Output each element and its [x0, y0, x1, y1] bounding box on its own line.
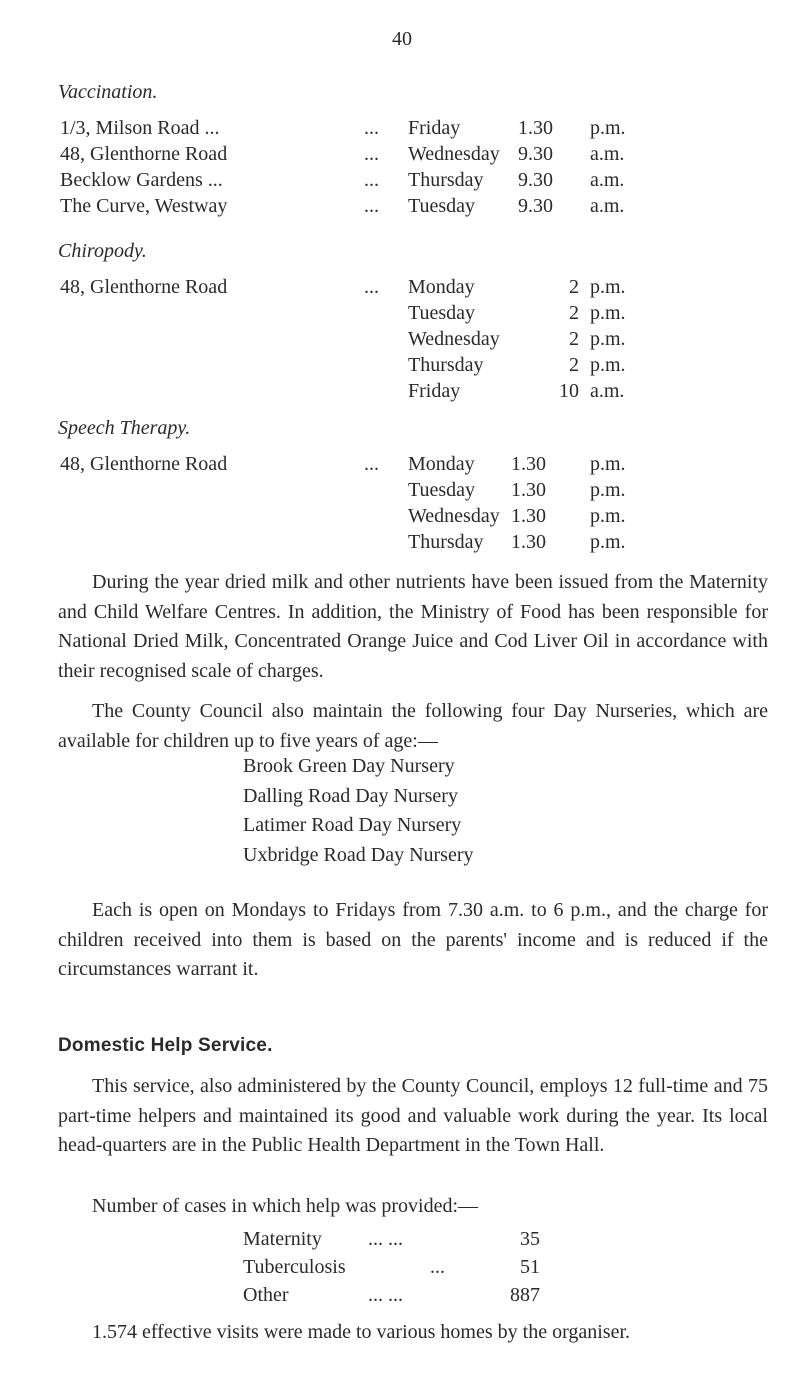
case-value: 35: [520, 1228, 540, 1250]
time: 9.30: [518, 143, 553, 165]
day: Tuesday: [408, 195, 476, 217]
vaccination-heading: Vaccination.: [58, 81, 158, 103]
day: Thursday: [408, 354, 484, 376]
table-row: [0, 276, 800, 302]
list-item: Brook Green Day Nursery: [243, 755, 455, 777]
nurseries-list: [243, 752, 474, 870]
table-row: [0, 354, 800, 380]
leader-dots: ...: [364, 195, 379, 217]
day: Friday: [408, 117, 461, 139]
table-row: [0, 453, 800, 479]
table-row: [0, 505, 800, 531]
visits-paragraph: 1.574 effective visits were made to various homes by the organiser.: [92, 1321, 631, 1343]
day: Wednesday: [408, 505, 500, 527]
list-item: Uxbridge Road Day Nursery: [243, 843, 474, 866]
day: Tuesday: [408, 302, 476, 324]
page-number: 40: [392, 28, 412, 50]
case-label: Other: [243, 1284, 289, 1306]
case-value: 51: [520, 1256, 540, 1278]
place: Becklow Gardens ...: [60, 169, 223, 191]
day: Monday: [408, 276, 475, 298]
ampm: p.m.: [590, 479, 626, 501]
time: 10: [559, 380, 579, 402]
time: 1.30: [511, 505, 546, 527]
ampm: a.m.: [590, 380, 625, 402]
open-paragraph-block: [58, 896, 768, 985]
day: Thursday: [408, 531, 484, 553]
time: 1.30: [511, 531, 546, 553]
case-value: 887: [510, 1284, 540, 1306]
domestic-help-paragraph-block: [58, 1072, 768, 1161]
leader-dots: ...: [364, 169, 379, 191]
place: 48, Glenthorne Road: [60, 143, 228, 165]
ampm: a.m.: [590, 195, 625, 217]
leader-dots: ...: [364, 276, 379, 298]
table-row: [0, 531, 800, 557]
list-item: Dalling Road Day Nursery: [243, 784, 458, 807]
nurseries-paragraph-block: [58, 697, 768, 756]
time: 2: [569, 302, 579, 324]
leader-dots: ...: [364, 453, 379, 475]
day: Friday: [408, 380, 461, 402]
ampm: p.m.: [590, 505, 626, 527]
table-row: [0, 143, 800, 169]
day: Wednesday: [408, 143, 500, 165]
cases-intro: Number of cases in which help was provided:—: [92, 1195, 479, 1217]
place: 48, Glenthorne Road: [60, 276, 228, 298]
time: 1.30: [511, 453, 546, 475]
nurseries-paragraph: The County Council also maintain the following four Day Nurseries, which are available for children up to five years of age:—: [58, 700, 768, 752]
day: Monday: [408, 453, 475, 475]
ampm: a.m.: [590, 143, 625, 165]
time: 2: [569, 328, 579, 350]
place: 1/3, Milson Road ...: [60, 117, 220, 139]
domestic-help-heading: Domestic Help Service.: [58, 1035, 273, 1056]
leader-dots: ... ...: [368, 1228, 403, 1250]
table-row: [0, 328, 800, 354]
table-row: [0, 380, 800, 406]
ampm: p.m.: [590, 328, 626, 350]
list-item: Latimer Road Day Nursery: [243, 814, 462, 836]
table-row: [0, 195, 800, 221]
leader-dots: ...: [364, 117, 379, 139]
case-label: Maternity: [243, 1228, 322, 1250]
ampm: p.m.: [590, 453, 626, 475]
open-paragraph: Each is open on Mondays to Fridays from 7.30 a.m. to 6 p.m., and the charge for children received into them is based on the parents' income and is reduced if the circumstances warrant it.: [58, 899, 768, 980]
domestic-help-paragraph: This service, also administered by the County Council, employs 12 full-time and 75 part-time helpers and maintained its good and valuable work during the year. Its local head-quarters are in the Public Health Department in the Town Hall.: [58, 1075, 768, 1156]
leader-dots: ...: [430, 1256, 445, 1278]
table-row: [0, 1256, 800, 1284]
cases-intro-block: [58, 1192, 768, 1222]
ampm: p.m.: [590, 354, 626, 376]
table-row: [0, 302, 800, 328]
speech-therapy-heading: Speech Therapy.: [58, 417, 191, 439]
visits-paragraph-block: [58, 1318, 768, 1348]
table-row: [0, 1284, 800, 1312]
leader-dots: ...: [364, 143, 379, 165]
time: 9.30: [518, 195, 553, 217]
time: 1.30: [518, 117, 553, 139]
case-label: Tuberculosis: [243, 1256, 346, 1278]
leader-dots: ... ...: [368, 1284, 403, 1306]
place: 48, Glenthorne Road: [60, 453, 228, 475]
ampm: a.m.: [590, 169, 625, 191]
milk-paragraph: During the year dried milk and other nutrients have been issued from the Maternity and Child Welfare Centres. In addition, the Ministry of Food has been responsible for National Dried Milk, Concentrated Orange Juice and Cod Liver Oil in accordance with their recognised scale of charges.: [58, 571, 768, 682]
day: Thursday: [408, 169, 484, 191]
place: The Curve, Westway: [60, 195, 228, 217]
table-row: [0, 479, 800, 505]
ampm: p.m.: [590, 276, 626, 298]
day: Tuesday: [408, 479, 476, 501]
time: 9.30: [518, 169, 553, 191]
day: Wednesday: [408, 328, 500, 350]
milk-paragraph-block: [58, 568, 768, 686]
table-row: [0, 117, 800, 143]
ampm: p.m.: [590, 302, 626, 324]
table-row: [0, 169, 800, 195]
ampm: p.m.: [590, 117, 626, 139]
table-row: [0, 1228, 800, 1256]
time: 1.30: [511, 479, 546, 501]
time: 2: [569, 276, 579, 298]
chiropody-heading: Chiropody.: [58, 240, 147, 262]
ampm: p.m.: [590, 531, 626, 553]
time: 2: [569, 354, 579, 376]
